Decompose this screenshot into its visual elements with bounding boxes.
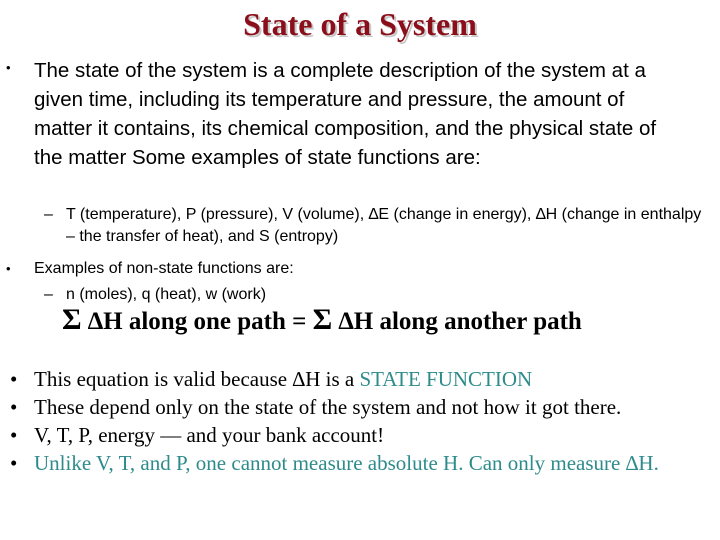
bullet-marker: • xyxy=(6,60,11,75)
dash-marker: – xyxy=(44,206,53,223)
note-text: V, T, P, energy — and your bank account! xyxy=(34,423,385,447)
non-state-functions-list: n (moles), q (heat), w (work) xyxy=(66,286,267,303)
note-highlight: STATE FUNCTION xyxy=(359,367,533,391)
equation-left: ∆H along one path = xyxy=(87,308,307,335)
note-highlight: Unlike V, T, and P, one cannot measure absolute H. Can only measure ∆H. xyxy=(34,451,659,475)
slide-title: State of a System xyxy=(243,6,477,42)
state-function-notes xyxy=(10,365,715,477)
equation-right: ∆H along another path xyxy=(338,308,582,335)
bullet-marker: • xyxy=(6,261,11,276)
bullet-marker: • xyxy=(10,395,18,419)
list-item xyxy=(10,393,715,421)
non-state-functions-heading: Examples of non-state functions are: xyxy=(34,260,294,277)
bullet-marker: • xyxy=(10,367,18,391)
dash-marker: – xyxy=(44,286,53,303)
sigma-symbol: Σ xyxy=(62,303,82,336)
note-text: These depend only on the state of the system and not how it got there. xyxy=(34,395,622,419)
sigma-symbol: Σ xyxy=(312,303,333,336)
state-functions-list: T (temperature), P (pressure), V (volume), ∆E (change in energy), ∆H (change in enthalpy – the transfer of heat), and S (entropy) xyxy=(66,206,702,245)
state-description-text: The state of the system is a complete description of the system at a given time, including its temperature and pressure, the amount of matter it contains, its chemical composition, and the physical state of the matter Some examples of state functions are: xyxy=(34,59,657,169)
list-item xyxy=(10,449,715,477)
path-equation xyxy=(62,302,702,340)
list-item xyxy=(10,421,715,449)
note-text: This equation is valid because ∆H is a xyxy=(34,367,355,391)
bullet-marker: • xyxy=(10,423,18,447)
bullet-marker: • xyxy=(10,451,18,475)
list-item xyxy=(10,365,715,393)
